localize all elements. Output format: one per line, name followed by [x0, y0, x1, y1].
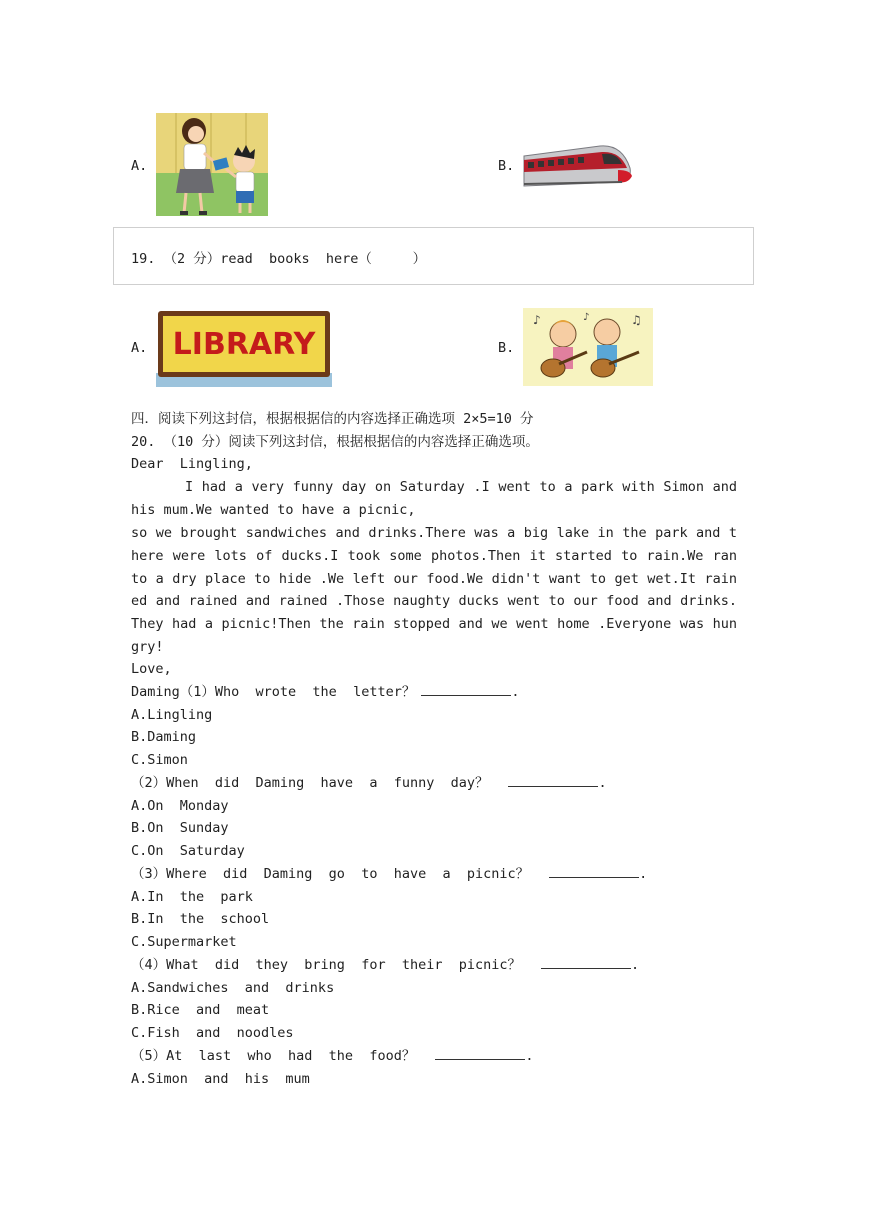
- question-2-text: （2）When did Daming have a funny day？: [131, 775, 489, 791]
- train-image: [522, 138, 634, 190]
- q2-option-a[interactable]: A.On Monday: [131, 798, 229, 814]
- question-5-period: .: [525, 1048, 534, 1064]
- q5-option-a[interactable]: A.Simon and his mum: [131, 1071, 310, 1087]
- letter-salutation: Dear Lingling,: [131, 456, 253, 472]
- letter-paragraph-2: [131, 522, 737, 659]
- q4-option-c[interactable]: C.Fish and noodles: [131, 1025, 294, 1041]
- answer-blank-5[interactable]: [435, 1045, 525, 1060]
- letter-closing: Love,: [131, 661, 172, 677]
- question-1-text: Daming（1）Who wrote the letter？: [131, 684, 416, 700]
- letter-body-2: so we brought sandwiches and drinks.There was a big lake in the park and there were lots of ducks.I took some photos.Then it started to rain.We ran to a dry place to hide .We left our food.We didn't want to get wet.It rained and rained and rained .Those naughty ducks went to our food and drinks.They had a picnic!Then the rain stopped and we went home .Everyone was hungry!: [131, 525, 737, 655]
- option-a-label-19: A.: [131, 340, 148, 356]
- question-4-text: （4）What did they bring for their picnic？: [131, 957, 521, 973]
- q3-option-b[interactable]: B.In the school: [131, 911, 270, 927]
- train-illustration: [522, 138, 634, 190]
- option-b-label-19: B.: [498, 340, 515, 356]
- question-1-line: [131, 681, 519, 703]
- q4-option-b[interactable]: B.Rice and meat: [131, 1002, 270, 1018]
- question-20-intro: 20. （10 分）阅读下列这封信，根据根据信的内容选择正确选项。: [131, 434, 539, 450]
- library-sign-image: [156, 309, 332, 387]
- answer-blank-1[interactable]: [421, 681, 511, 696]
- answer-blank-4[interactable]: [541, 954, 631, 969]
- q2-option-b[interactable]: B.On Sunday: [131, 820, 229, 836]
- svg-text:♪: ♪: [533, 313, 541, 327]
- q3-option-a[interactable]: A.In the park: [131, 889, 253, 905]
- question-4-period: .: [631, 957, 640, 973]
- q2-option-c[interactable]: C.On Saturday: [131, 843, 245, 859]
- children-playing-guitar-image: [523, 308, 653, 386]
- question-19-text: 19. （2 分）read books here（ ）: [131, 251, 427, 267]
- letter-body-1: I had a very funny day on Saturday .I went to a park with Simon and his mum.We wanted to have a picnic,: [131, 479, 737, 518]
- q4-option-a[interactable]: A.Sandwiches and drinks: [131, 980, 335, 996]
- library-sign-illustration: [156, 309, 332, 387]
- question-4-line: [131, 954, 639, 976]
- answer-blank-3[interactable]: [549, 863, 639, 878]
- library-sign-text: LIBRARY: [172, 327, 316, 362]
- question-2-line: [131, 772, 607, 794]
- svg-text:♫: ♫: [631, 313, 642, 327]
- option-a-label: A.: [131, 158, 148, 174]
- q3-option-c[interactable]: C.Supermarket: [131, 934, 237, 950]
- question-1-period: .: [511, 684, 520, 700]
- question-3-period: .: [639, 866, 648, 882]
- question-3-text: （3）Where did Daming go to have a picnic？: [131, 866, 530, 882]
- question-5-line: [131, 1045, 533, 1067]
- q1-option-a[interactable]: A.Lingling: [131, 707, 213, 723]
- q1-option-b[interactable]: B.Daming: [131, 729, 197, 745]
- question-2-period: .: [598, 775, 607, 791]
- option-b-label: B.: [498, 158, 515, 174]
- teacher-giving-book-illustration: [156, 113, 268, 216]
- teacher-giving-book-image: [156, 113, 268, 216]
- guitar-playing-illustration: [523, 308, 653, 386]
- question-3-line: [131, 863, 647, 885]
- question-5-text: （5）At last who had the food？: [131, 1048, 416, 1064]
- q1-option-c[interactable]: C.Simon: [131, 752, 188, 768]
- letter-paragraph-1: [131, 476, 737, 522]
- section-4-heading: 四．阅读下列这封信，根据根据信的内容选择正确选项 2×5=10 分: [131, 411, 534, 427]
- answer-blank-2[interactable]: [508, 772, 598, 787]
- svg-text:♪: ♪: [583, 312, 590, 323]
